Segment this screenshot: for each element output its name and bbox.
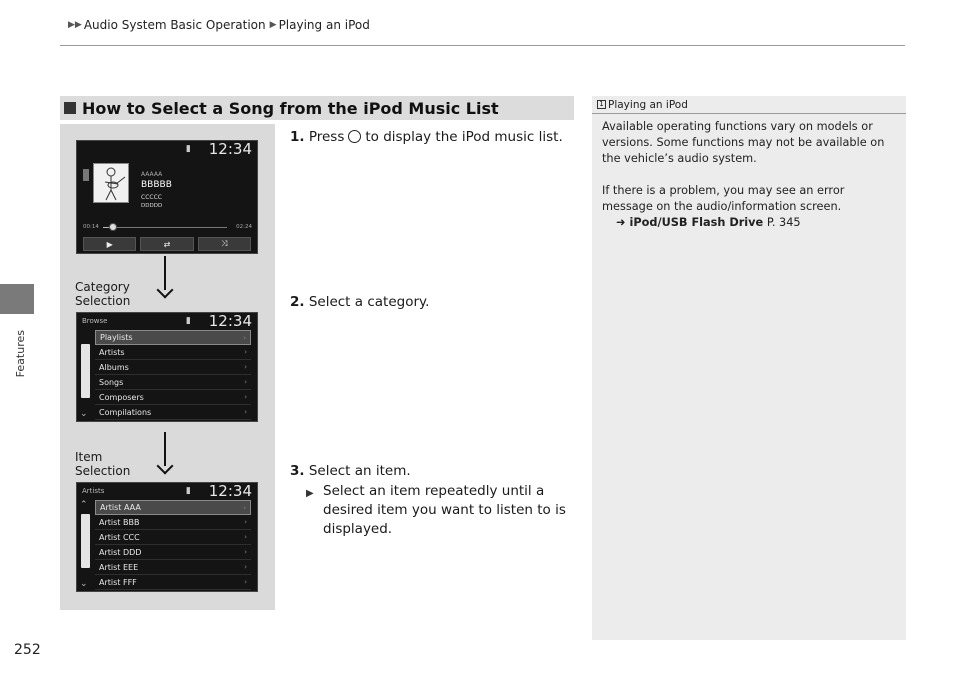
section-header [60,96,574,120]
caption-line: Selection [75,294,131,308]
breadcrumb-arrow-icon: ▶ [269,20,277,30]
track-line-4: DDDDD [141,203,163,209]
list-item[interactable] [95,330,251,345]
section-title: How to Select a Song from the iPod Music List [82,98,499,118]
now-playing-screen [76,140,258,254]
scroll-down-icon[interactable]: ⌄ [80,409,88,419]
note-marker-icon: 1 [597,100,606,109]
track-title: BBBBB [141,180,172,190]
scroll-up-icon[interactable]: ⌃ [80,500,88,510]
chevron-right-icon: › [243,503,246,512]
clock: 12:34 [208,140,252,158]
list-item[interactable] [95,345,251,360]
down-arrow-icon [157,256,173,296]
progress-track [103,227,227,228]
artist-list [95,500,251,590]
clock: 12:34 [208,312,252,330]
chevron-right-icon: › [244,393,247,401]
screen-header: Browse [82,317,108,325]
list-item-label: Songs [99,377,124,387]
browse-screen [76,312,258,422]
reference-arrow-icon: ➜ [616,216,626,229]
list-item-label: Artist AAA [100,503,141,512]
caption-line: Category [75,280,130,294]
list-item-label: Artist CCC [99,532,140,542]
item-selection-caption [75,450,130,478]
playback-controls [83,237,251,251]
chevron-right-icon: › [243,333,246,342]
repeat-button[interactable]: ⇄ [140,237,193,251]
list-item-label: Artist BBB [99,517,140,527]
substep-text: Select an item repeatedly until a desired item you want to listen to is displayed. [323,483,566,537]
list-item[interactable] [95,575,251,590]
step-text: to display the iPod music list. [365,129,563,145]
list-item-label: Artist DDD [99,547,142,557]
list-item-label: Playlists [100,333,133,342]
chevron-right-icon: › [244,408,247,416]
list-item-label: Artist EEE [99,562,139,572]
chevron-right-icon: › [244,348,247,356]
album-art [93,163,129,203]
breadcrumb-item-ipod[interactable]: Playing an iPod [278,18,370,32]
note-paragraph: If there is a problem, you may see an error message on the audio/information screen. [602,184,845,213]
track-line-1: AAAAA [141,171,163,178]
chevron-right-icon: › [244,533,247,541]
page-number: 252 [14,642,41,658]
chevron-right-icon: › [244,363,247,371]
usb-icon: ▮ [185,486,191,496]
list-item-label: Compilations [99,407,152,417]
step-number: 2. [290,294,305,310]
step-2 [290,293,429,312]
substep-arrow-icon: ▶ [306,488,314,499]
caption-line: Item [75,450,103,464]
breadcrumb [68,18,374,32]
list-item[interactable] [95,545,251,560]
reference-page[interactable]: P. 345 [766,216,801,229]
note-paragraph: Available operating functions vary on models or versions. Some functions may not be available on the vehicle’s audio system. [602,120,885,165]
note-title: Playing an iPod [608,98,688,111]
scroll-rail[interactable] [79,330,91,419]
reference-title[interactable]: iPod/USB Flash Drive [629,216,764,229]
chevron-right-icon: › [244,518,247,526]
progress-knob[interactable] [109,223,117,231]
cross-reference[interactable] [616,215,896,231]
screen-header: Artists [82,487,105,495]
list-item[interactable] [95,405,251,420]
breadcrumb-item-audio[interactable]: Audio System Basic Operation [83,18,266,32]
status-bar [77,483,257,499]
list-item[interactable] [95,515,251,530]
selector-knob-icon [348,130,361,143]
list-item-label: Composers [99,392,144,402]
track-line-3: CCCCC [141,194,162,201]
category-selection-caption [75,280,130,308]
list-item[interactable] [95,360,251,375]
step-text: Press [308,129,345,145]
down-arrow-icon [157,432,173,472]
list-item-label: Artist FFF [99,577,137,587]
guitarist-icon [94,164,128,202]
list-item[interactable] [95,500,251,515]
section-marker-icon [64,102,76,114]
list-item[interactable] [95,560,251,575]
step-number: 3. [290,463,305,479]
header-divider [60,45,905,46]
note-body [592,114,906,231]
chevron-right-icon: › [244,548,247,556]
list-item-label: Albums [99,362,129,372]
list-item[interactable] [95,390,251,405]
total-time: 02:24 [236,224,252,230]
scrollbar[interactable] [81,344,90,398]
breadcrumb-arrow-icon: ▶▶ [68,20,82,30]
scrollbar[interactable] [81,514,90,568]
chevron-right-icon: › [244,578,247,586]
list-item[interactable] [95,375,251,390]
elapsed-time: 00:14 [83,224,99,230]
note-box [592,96,906,640]
status-bar [77,313,257,329]
step-text: Select a category. [308,294,430,310]
usb-icon: ▮ [185,144,191,154]
note-header [592,96,906,114]
step-3 [290,462,411,481]
chevron-right-icon: › [244,378,247,386]
shuffle-button[interactable]: ⤨ [198,237,251,251]
list-item[interactable] [95,530,251,545]
status-bar [77,141,257,157]
scroll-rail[interactable] [79,500,91,589]
chapter-tab [0,284,34,314]
play-button[interactable]: ▶ [83,237,136,251]
chapter-label: Features [14,330,27,378]
category-list [95,330,251,420]
clock: 12:34 [208,482,252,500]
usb-icon: ▮ [185,316,191,326]
ipod-device-icon [83,169,89,181]
step-1 [290,128,563,147]
step-number: 1. [290,129,305,145]
caption-line: Selection [75,464,131,478]
artists-screen [76,482,258,592]
chevron-right-icon: › [244,563,247,571]
list-item-label: Artists [99,347,125,357]
step-text: Select an item. [308,463,411,479]
scroll-down-icon[interactable]: ⌄ [80,579,88,589]
substep [306,482,576,539]
